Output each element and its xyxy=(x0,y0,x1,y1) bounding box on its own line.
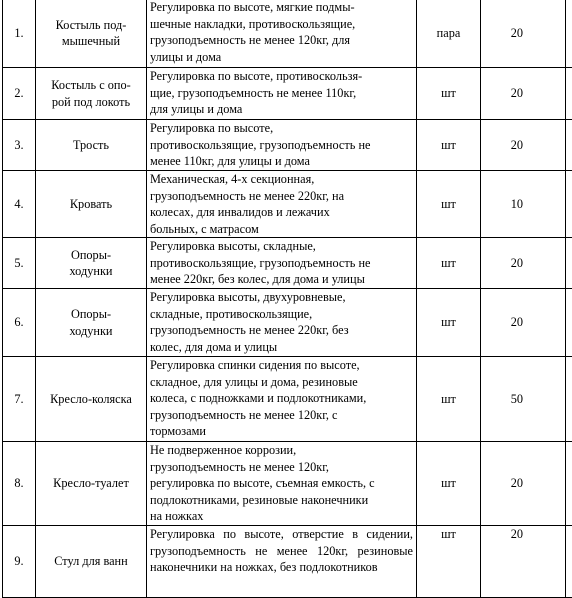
item-description xyxy=(147,120,417,171)
item-quantity: 50 xyxy=(481,357,566,442)
table-row xyxy=(3,526,572,598)
item-description-text: Регулировка высоты, двухуровневые, складные, противоскользящие, грузоподъемность не менее 220кг, без колес, для дома и улицы xyxy=(150,290,349,354)
item-name xyxy=(36,68,147,120)
item-description xyxy=(147,68,417,120)
item-name-text: Опоры- ходунки xyxy=(69,248,112,279)
item-description-text: Регулировка по высоте, противоскользящие, грузоподъемность не менее 110кг, для улицы и дома xyxy=(150,121,371,168)
item-name xyxy=(36,120,147,171)
row-number: 4. xyxy=(3,171,36,238)
row-number: 7. xyxy=(3,357,36,442)
table-row xyxy=(3,0,572,68)
item-description-text: Механическая, 4-х секционная, грузоподъемность не менее 220кг, на колесах, для инвалидов и лежачих больных, с матрасом xyxy=(150,172,344,236)
blank-cell xyxy=(566,238,572,289)
item-quantity: 20 xyxy=(481,238,566,289)
item-quantity: 10 xyxy=(481,171,566,238)
item-description xyxy=(147,238,417,289)
item-name-text: Трость xyxy=(73,138,109,152)
item-description xyxy=(147,357,417,442)
item-name-text: Кровать xyxy=(70,197,112,211)
blank-cell xyxy=(566,171,572,238)
item-description-text: Не подверженное коррозии, грузоподъемность не менее 120кг, регулировка по высоте, съемная емкость, с подлокотниками, резиновые наконечники на ножках xyxy=(150,443,375,523)
item-name xyxy=(36,0,147,68)
row-number: 1. xyxy=(3,0,36,68)
item-description xyxy=(147,0,417,68)
item-name-text: Кресло-коляска xyxy=(50,392,132,406)
blank-cell xyxy=(566,120,572,171)
table-row xyxy=(3,68,572,120)
item-name xyxy=(36,526,147,598)
blank-cell xyxy=(566,0,572,68)
item-quantity: 20 xyxy=(481,120,566,171)
item-name xyxy=(36,238,147,289)
item-unit: шт xyxy=(417,357,481,442)
blank-cell xyxy=(566,289,572,357)
blank-cell xyxy=(566,442,572,526)
item-name-text: Костыль с опо- рой под локоть xyxy=(51,78,130,109)
item-name xyxy=(36,289,147,357)
blank-cell xyxy=(566,357,572,442)
item-quantity: 20 xyxy=(481,526,566,598)
table-row xyxy=(3,442,572,526)
item-unit: шт xyxy=(417,526,481,598)
row-number: 9. xyxy=(3,526,36,598)
row-number: 2. xyxy=(3,68,36,120)
table-row xyxy=(3,289,572,357)
item-description xyxy=(147,442,417,526)
item-name xyxy=(36,357,147,442)
item-description-text: Регулировка по высоте, противоскользя- щие, грузоподъемность не менее 110кг, для улицы и дома xyxy=(150,69,362,116)
row-number: 8. xyxy=(3,442,36,526)
item-name-text: Стул для ванн xyxy=(54,554,127,568)
item-description-text: Регулировка высоты, складные, противоскользящие, грузоподъемность не менее 220кг, без колес, для дома и улицы xyxy=(150,239,371,286)
item-description xyxy=(147,526,417,598)
item-description-text: Регулировка по высоте, отверстие в сидении, грузоподъемность не менее 120кг, резиновые наконечники на ножках, без подлокотников xyxy=(150,527,413,574)
table-row xyxy=(3,171,572,238)
table-row xyxy=(3,238,572,289)
item-quantity: 20 xyxy=(481,0,566,68)
row-number: 3. xyxy=(3,120,36,171)
item-unit: шт xyxy=(417,120,481,171)
blank-cell xyxy=(566,68,572,120)
item-quantity: 20 xyxy=(481,289,566,357)
row-number: 5. xyxy=(3,238,36,289)
item-name-text: Опоры- ходунки xyxy=(69,307,112,338)
item-unit: шт xyxy=(417,442,481,526)
blank-cell xyxy=(566,526,572,598)
item-unit: пара xyxy=(417,0,481,68)
item-unit: шт xyxy=(417,289,481,357)
item-description xyxy=(147,289,417,357)
item-description-text: Регулировка по высоте, мягкие подмы- шечные накладки, противоскользящие, грузоподъемность не менее 120кг, для улицы и дома xyxy=(150,0,355,64)
item-name xyxy=(36,171,147,238)
row-number: 6. xyxy=(3,289,36,357)
table-row xyxy=(3,357,572,442)
item-name-text: Кресло-туалет xyxy=(53,476,129,490)
items-table xyxy=(2,0,572,598)
item-description-text: Регулировка спинки сидения по высоте, складное, для улицы и дома, резиновые колеса, с подножками и подлокотниками, грузоподъемность не менее 120кг, с тормозами xyxy=(150,358,366,438)
item-unit: шт xyxy=(417,238,481,289)
item-unit: шт xyxy=(417,68,481,120)
item-quantity: 20 xyxy=(481,442,566,526)
item-name-text: Костыль под- мышечный xyxy=(56,18,127,49)
item-quantity: 20 xyxy=(481,68,566,120)
table-row xyxy=(3,120,572,171)
item-description xyxy=(147,171,417,238)
item-name xyxy=(36,442,147,526)
item-unit: шт xyxy=(417,171,481,238)
